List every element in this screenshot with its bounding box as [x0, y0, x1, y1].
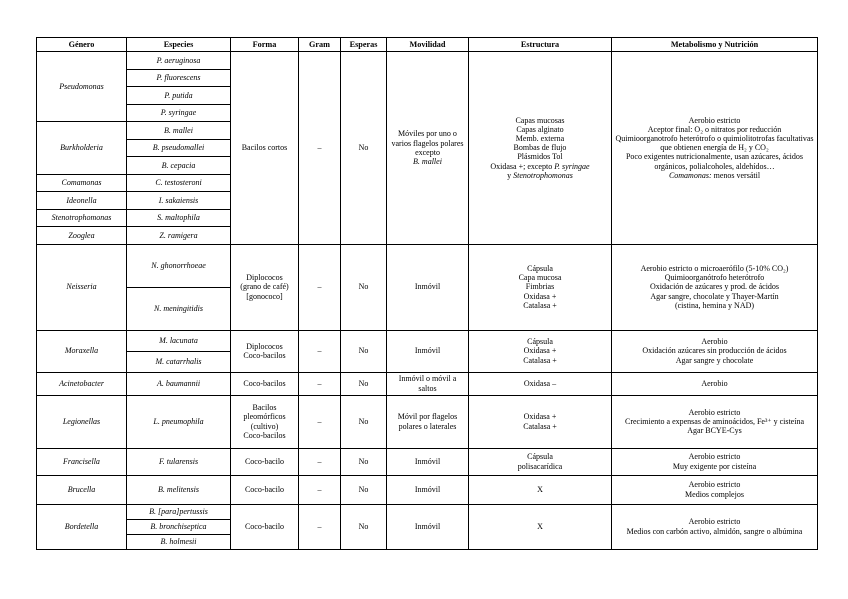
- estructura-cell: Oxidasa –: [469, 372, 612, 395]
- metabolismo-line: Aerobio estricto: [688, 517, 741, 527]
- metabolismo-line: [614, 171, 815, 180]
- header-especies: Especies: [127, 38, 231, 52]
- metabolismo-line: Crecimiento a expensas de aminoácidos, Fe³⁺ y cisteína: [624, 416, 804, 426]
- forma-line: Bacilos pleomórficos (cultivo): [243, 403, 286, 431]
- estructura-line: Catalasa +: [523, 421, 557, 431]
- species-cell: I. sakaiensis: [127, 192, 231, 210]
- species-cell: B. mallei: [127, 122, 231, 140]
- movilidad-cell: [387, 52, 469, 245]
- species-cell: B. holmesii: [127, 534, 231, 549]
- species-cell: B. cepacia: [127, 157, 231, 175]
- genus-legionella: Legionellas: [37, 395, 127, 448]
- gram-cell: –: [299, 372, 341, 395]
- estructura-cell: [469, 330, 612, 372]
- forma-line: Coco-bacilos: [243, 351, 286, 360]
- estructura-cell: [469, 448, 612, 475]
- header-movilidad: Movilidad: [387, 38, 469, 52]
- species-cell: Z. ramigera: [127, 227, 231, 245]
- header-gram: Gram: [299, 38, 341, 52]
- bacteria-table: [36, 37, 818, 550]
- genus-neisseria: Neisseria: [37, 244, 127, 330]
- estructura-line: Plásmidos Tol: [517, 152, 563, 162]
- metabolismo-line: Agar sangre, chocolate y Thayer-Martín: [650, 291, 779, 301]
- estructura-line: Cápsula: [527, 264, 553, 274]
- forma-line: [gonococo]: [246, 291, 283, 301]
- oxidasa-line: [471, 171, 609, 180]
- header-row: [37, 38, 818, 52]
- movilidad-cell: Inmóvil: [387, 475, 469, 504]
- gram-cell: –: [299, 475, 341, 504]
- table-row: [37, 330, 818, 351]
- species-cell: B. bronchiseptica: [127, 519, 231, 534]
- forma-line: Coco-bacilos: [243, 430, 286, 440]
- gram-cell: –: [299, 330, 341, 372]
- esporas-cell: No: [341, 372, 387, 395]
- gram-cell: –: [299, 504, 341, 549]
- forma-line: Diplococos: [246, 341, 283, 351]
- table-row: [37, 372, 818, 395]
- movilidad-cell: Inmóvil o móvil a saltos: [387, 372, 469, 395]
- header-esperas: Esperas: [341, 38, 387, 52]
- species-cell: N. ghonorrhoeae: [127, 244, 231, 287]
- species-cell: P. fluorescens: [127, 69, 231, 87]
- estructura-cell: X: [469, 475, 612, 504]
- metabolismo-line: Agar BCYE-Cys: [687, 426, 742, 436]
- estructura-line: Memb. externa: [515, 133, 565, 143]
- genus-zooglea: Zooglea: [37, 227, 127, 245]
- forma-line: Diplococos: [246, 273, 283, 283]
- metabolismo-cell: [612, 330, 818, 372]
- metabolismo-cell: [612, 448, 818, 475]
- movilidad-exception: B. mallei: [413, 156, 442, 166]
- estructura-line: Oxidasa +: [523, 346, 557, 356]
- metabolismo-line: Quimioorganotrofo heterótrofo o quimiolitotrofas facultativas que obtienen energía de H₂ y CO₂: [615, 133, 814, 153]
- movilidad-cell: Inmóvil: [387, 448, 469, 475]
- metabolismo-line: Aerobio estricto: [688, 407, 741, 417]
- esporas-cell: No: [341, 330, 387, 372]
- metabolismo-line: Aerobio: [701, 337, 728, 347]
- metabolismo-cell: Aerobio: [612, 372, 818, 395]
- metabolismo-line: Aerobio estricto o microaerófilo (5-10% CO₂): [640, 264, 789, 274]
- genus-bordetella: Bordetella: [37, 504, 127, 549]
- estructura-cell: [469, 52, 612, 245]
- table-row: [37, 244, 818, 287]
- metabolismo-line: Muy exigente por cisteína: [672, 461, 757, 471]
- oxidasa-text: y: [507, 170, 512, 180]
- esporas-cell: No: [341, 504, 387, 549]
- metabolismo-text: menos versátil: [713, 170, 761, 180]
- metabolismo-line: Poco exigentes nutricionalmente, usan azúcares, ácidos orgánicos, polialcoholes, aldehídos…: [625, 152, 804, 171]
- estructura-line: Cápsula: [527, 337, 553, 347]
- estructura-line: Cápsula: [527, 452, 553, 462]
- oxidasa-species: Stenotrophomonas: [513, 170, 573, 180]
- metabolismo-cell: [612, 475, 818, 504]
- esporas-cell: No: [341, 475, 387, 504]
- estructura-cell: [469, 244, 612, 330]
- esporas-cell: No: [341, 395, 387, 448]
- metabolismo-cell: [612, 244, 818, 330]
- forma-cell: [231, 244, 299, 330]
- table-row: [37, 475, 818, 504]
- estructura-line: Capas alginato: [516, 124, 564, 134]
- movilidad-cell: Móvil por flagelos polares o laterales: [387, 395, 469, 448]
- genus-stenotrophomonas: Stenotrophomonas: [37, 209, 127, 227]
- metabolismo-cell: [612, 52, 818, 245]
- metabolismo-cell: [612, 395, 818, 448]
- estructura-line: polisacarídica: [517, 461, 563, 471]
- genus-brucella: Brucella: [37, 475, 127, 504]
- movilidad-text: Móviles por uno o varios flagelos polares excepto: [391, 129, 464, 157]
- species-cell: N. meningitidis: [127, 287, 231, 330]
- genus-comamonas: Comamonas: [37, 174, 127, 192]
- estructura-line: Fimbrias: [525, 282, 555, 292]
- metabolismo-line: Agar sangre y chocolate: [675, 355, 754, 365]
- forma-cell: Coco-bacilo: [231, 475, 299, 504]
- forma-cell: Coco-bacilos: [231, 372, 299, 395]
- species-cell: S. maltophila: [127, 209, 231, 227]
- metabolismo-line: Aerobio estricto: [688, 115, 741, 125]
- forma-cell: [231, 330, 299, 372]
- metabolismo-line: (cistina, hemina y NAD): [674, 300, 755, 310]
- gram-cell: –: [299, 52, 341, 245]
- metabolismo-line: Medios con carbón activo, almidón, sangre o albúmina: [626, 526, 803, 536]
- estructura-line: Catalasa +: [523, 355, 557, 365]
- header-forma: Forma: [231, 38, 299, 52]
- esporas-cell: No: [341, 52, 387, 245]
- header-genero: Género: [37, 38, 127, 52]
- species-cell: M. catarrhalis: [127, 351, 231, 372]
- table-row: [37, 504, 818, 519]
- gram-cell: –: [299, 395, 341, 448]
- species-cell: B. [para]pertussis: [127, 504, 231, 519]
- header-estructura: Estructura: [469, 38, 612, 52]
- genus-burkholderia: Burkholderia: [37, 122, 127, 175]
- species-cell: L. pneumophila: [127, 395, 231, 448]
- estructura-cell: [469, 395, 612, 448]
- genus-ideonella: Ideonella: [37, 192, 127, 210]
- esporas-cell: No: [341, 244, 387, 330]
- genus-moraxella: Moraxella: [37, 330, 127, 372]
- esporas-cell: No: [341, 448, 387, 475]
- forma-cell: Coco-bacilo: [231, 504, 299, 549]
- species-cell: P. putida: [127, 87, 231, 105]
- species-cell: A. baumannii: [127, 372, 231, 395]
- genus-francisella: Francisella: [37, 448, 127, 475]
- estructura-line: Catalasa +: [523, 300, 557, 310]
- estructura-line: Oxidasa +: [523, 412, 557, 422]
- oxidasa-text: Oxidasa +; excepto: [490, 161, 553, 171]
- metabolismo-line: Medios complejos: [685, 489, 744, 499]
- estructura-line: Oxidasa +: [523, 291, 557, 301]
- movilidad-cell: Inmóvil: [387, 330, 469, 372]
- forma-cell: Coco-bacilo: [231, 448, 299, 475]
- movilidad-cell: Inmóvil: [387, 244, 469, 330]
- estructura-line: Capa mucosa: [518, 273, 562, 283]
- species-cell: P. aeruginosa: [127, 52, 231, 70]
- header-metabolismo: Metabolismo y Nutrición: [612, 38, 818, 52]
- gram-cell: –: [299, 448, 341, 475]
- species-cell: M. lacunata: [127, 330, 231, 351]
- metabolismo-line: Oxidación azúcares sin producción de ácidos: [642, 346, 787, 356]
- metabolismo-genus: Comamonas:: [668, 170, 712, 180]
- species-cell: C. testosteroni: [127, 174, 231, 192]
- table-row: [37, 448, 818, 475]
- metabolismo-line: Quimioorganótrofo heterótrofo: [664, 273, 765, 283]
- estructura-line: Capas mucosas: [515, 115, 565, 125]
- table-row: [37, 395, 818, 448]
- gram-cell: –: [299, 244, 341, 330]
- oxidasa-species: P. syringae: [554, 161, 590, 171]
- forma-cell: Bacilos cortos: [231, 52, 299, 245]
- forma-cell: [231, 395, 299, 448]
- oxidasa-line: [471, 162, 609, 171]
- metabolismo-line: Aerobio estricto: [688, 452, 741, 462]
- metabolismo-line: Aceptor final: O₂ o nitratos por reducción: [647, 124, 782, 134]
- table-row: [37, 52, 818, 70]
- estructura-cell: X: [469, 504, 612, 549]
- metabolismo-line: Oxidación de azúcares y prod. de ácidos: [649, 282, 780, 292]
- metabolismo-line: Aerobio estricto: [688, 480, 741, 490]
- species-cell: B. melitensis: [127, 475, 231, 504]
- estructura-line: Bombas de flujo: [513, 143, 567, 153]
- species-cell: F. tularensis: [127, 448, 231, 475]
- forma-line: (grano de café): [240, 282, 289, 292]
- genus-pseudomonas: Pseudomonas: [37, 52, 127, 122]
- movilidad-cell: Inmóvil: [387, 504, 469, 549]
- species-cell: B. pseudomallei: [127, 139, 231, 157]
- genus-acinetobacter: Acinetobacter: [37, 372, 127, 395]
- metabolismo-cell: [612, 504, 818, 549]
- species-cell: P. syringae: [127, 104, 231, 122]
